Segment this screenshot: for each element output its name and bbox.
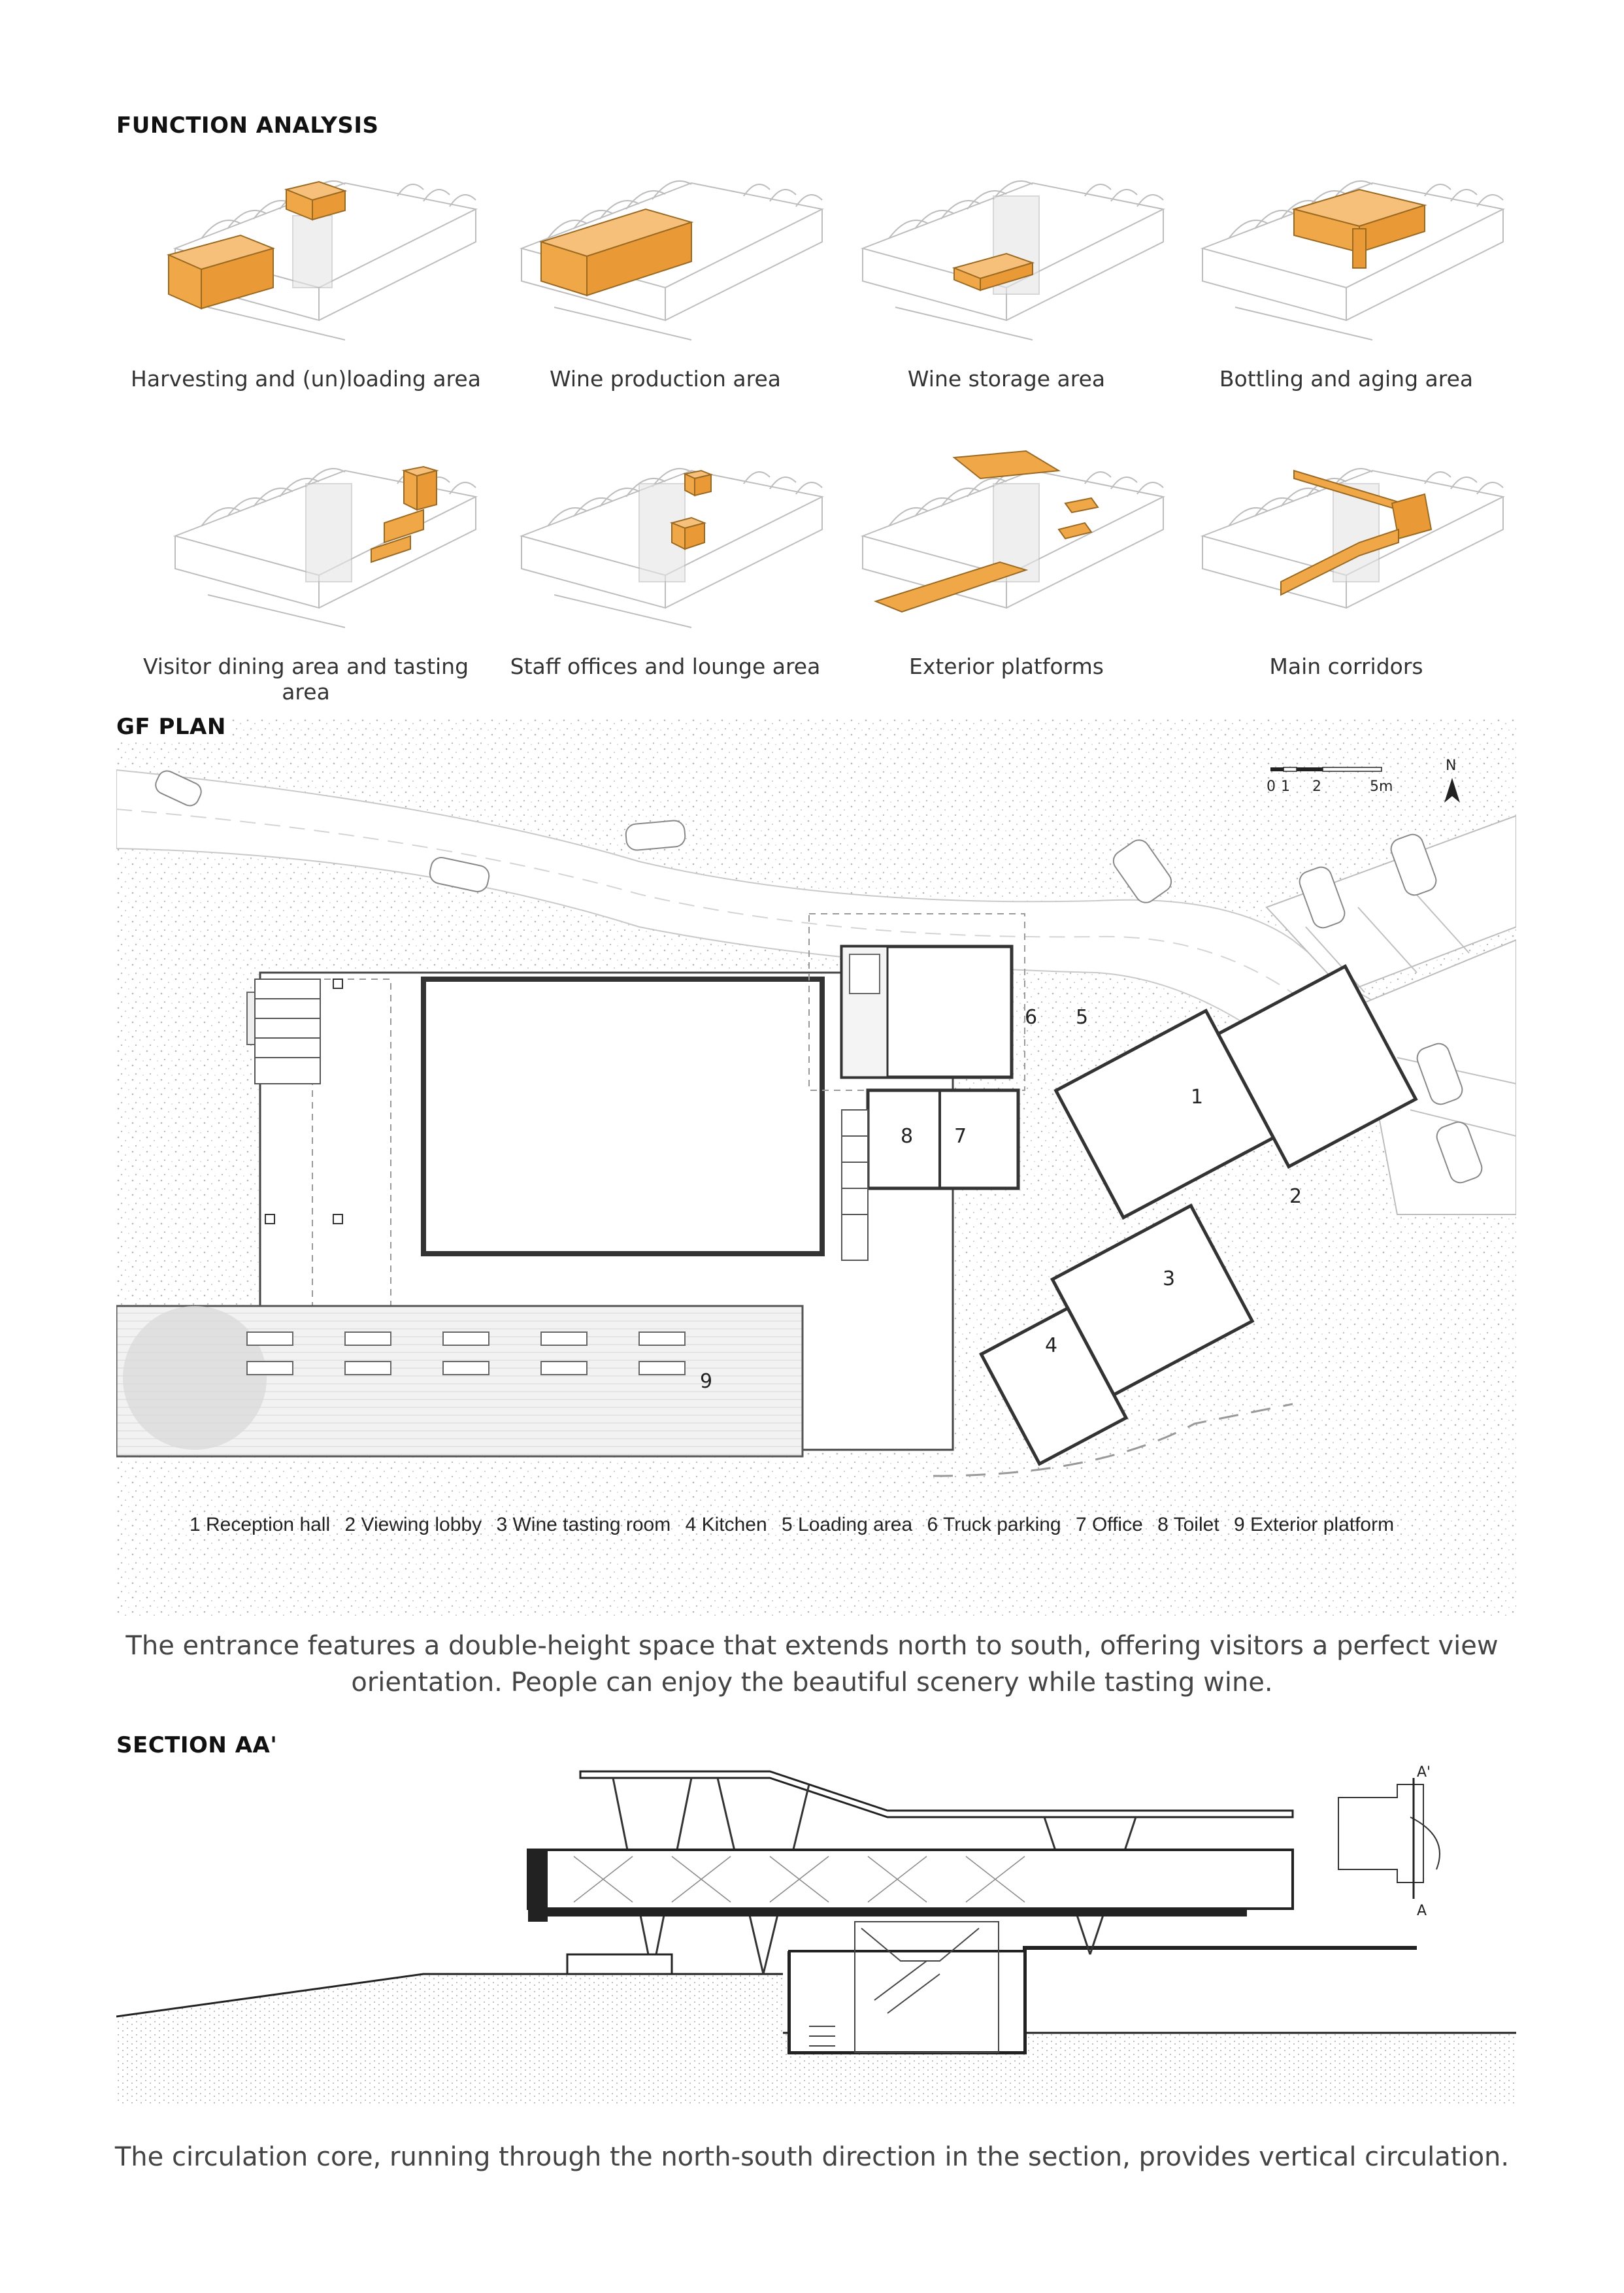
axon-drawing <box>495 157 835 353</box>
plan-legend <box>190 1514 1470 1536</box>
axon-drawing <box>149 444 489 641</box>
diagram-wine-storage <box>837 157 1176 353</box>
legend-item: 5 Loading area <box>782 1514 913 1535</box>
scale-label-2: 2 <box>1312 778 1321 795</box>
plan-drawing <box>116 718 1516 1620</box>
plan-caption-line1: The entrance features a double-height space that extends north to south, offering visitors a perfect view <box>125 1631 1499 1661</box>
room-number-9: 9 <box>700 1370 713 1393</box>
diagram-label: Wine storage area <box>907 366 1106 392</box>
axon-drawing <box>1176 157 1516 353</box>
gf-plan <box>116 718 1516 1620</box>
section-key-top-label: A' <box>1417 1764 1431 1781</box>
room-number-6: 6 <box>1025 1006 1038 1029</box>
room-number-8: 8 <box>901 1125 914 1148</box>
diagram-wine-production <box>495 157 835 353</box>
section-key-bottom-label: A <box>1417 1903 1427 1919</box>
legend-item: 9 Exterior platform <box>1234 1514 1395 1535</box>
section-title: SECTION AA' <box>116 1732 278 1758</box>
diagram-label: Visitor dining area and tasting area <box>142 654 469 705</box>
axon-drawing <box>1176 444 1516 641</box>
room-number-7: 7 <box>954 1125 967 1148</box>
diagram-main-corridors <box>1176 444 1516 641</box>
scale-label-5m: 5m <box>1370 778 1393 795</box>
room-number-1: 1 <box>1191 1086 1204 1109</box>
room-number-3: 3 <box>1163 1267 1176 1290</box>
diagram-visitor-dining <box>149 444 489 641</box>
room-number-4: 4 <box>1045 1334 1058 1357</box>
diagram-harvesting <box>149 157 489 353</box>
diagram-exterior-platforms <box>837 444 1176 641</box>
legend-item: 3 Wine tasting room <box>496 1514 671 1535</box>
scale-label-0: 0 <box>1267 778 1276 795</box>
axon-drawing <box>837 157 1176 353</box>
diagram-label: Wine production area <box>549 366 782 392</box>
axon-drawing <box>149 157 489 353</box>
room-number-5: 5 <box>1076 1006 1089 1029</box>
legend-item: 4 Kitchen <box>685 1514 767 1535</box>
north-label: N <box>1446 758 1457 774</box>
plan-caption <box>91 1628 1533 1701</box>
diagram-label: Staff offices and lounge area <box>510 654 821 679</box>
legend-item: 7 Office <box>1075 1514 1143 1535</box>
diagram-label: Harvesting and (un)loading area <box>131 366 481 392</box>
diagram-staff-offices <box>495 444 835 641</box>
plan-caption-line2: orientation. People can enjoy the beautiful scenery while tasting wine. <box>351 1667 1273 1698</box>
diagram-bottling-aging <box>1176 157 1516 353</box>
axon-drawing <box>495 444 835 641</box>
legend-item: 6 Truck parking <box>927 1514 1061 1535</box>
section-aa <box>116 1739 1516 2105</box>
gf-plan-title: GF PLAN <box>116 714 230 740</box>
room-number-2: 2 <box>1289 1185 1302 1208</box>
section-drawing <box>116 1739 1516 2105</box>
diagram-label: Bottling and aging area <box>1219 366 1474 392</box>
legend-item: 1 Reception hall <box>190 1514 331 1535</box>
function-analysis-title: FUNCTION ANALYSIS <box>116 112 379 139</box>
section-key <box>1338 1778 1440 1899</box>
legend-item: 2 Viewing lobby <box>344 1514 482 1535</box>
scale-label-1: 1 <box>1281 778 1290 795</box>
diagram-label: Exterior platforms <box>908 654 1104 679</box>
legend-item: 8 Toilet <box>1157 1514 1219 1535</box>
diagram-label: Main corridors <box>1269 654 1423 679</box>
section-caption: The circulation core, running through the north-south direction in the section, provides vertical circulation. <box>114 2142 1510 2172</box>
axon-drawing <box>837 444 1176 641</box>
